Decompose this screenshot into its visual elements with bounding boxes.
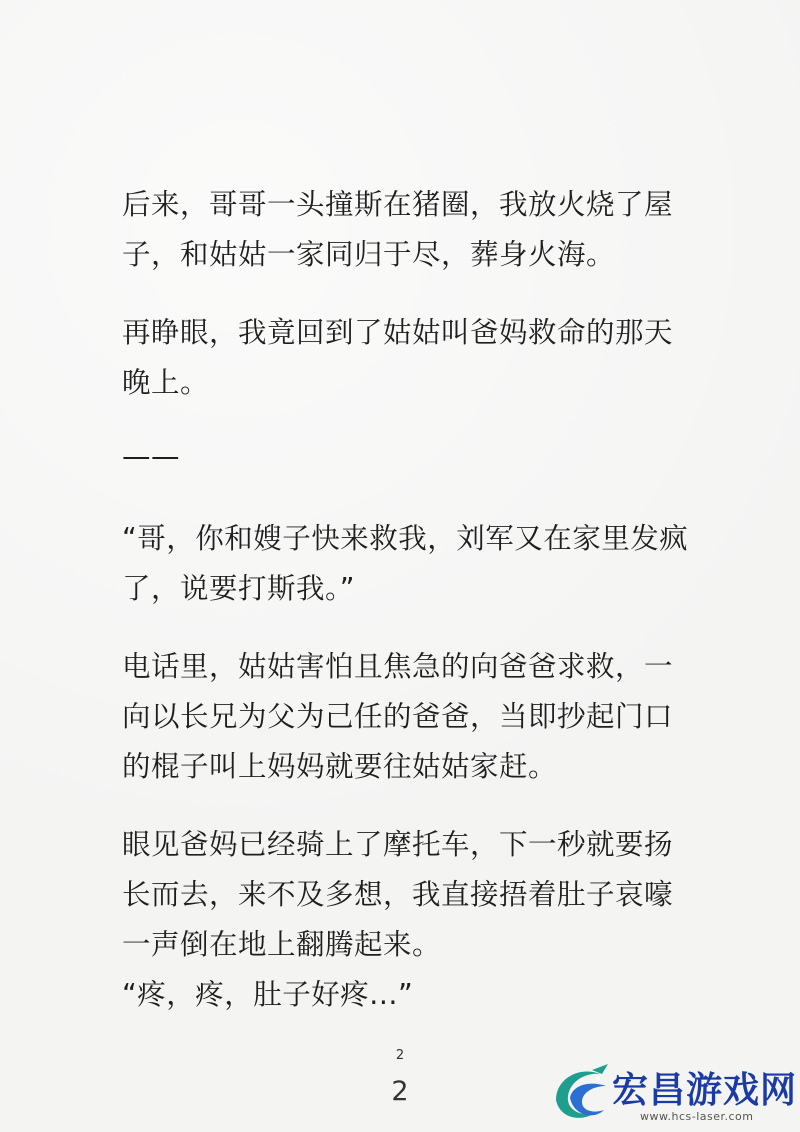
paragraph-5: 眼见爸妈已经骑上了摩托车，下一秒就要扬 长而去，来不及多想，我直接捂着肚子哀嚎 一声倒在地上翻腾起来。 xyxy=(122,828,674,961)
paragraph-3: “哥，你和嫂子快来救我，刘军又在家里发疯 了，说要打斯我。” xyxy=(122,522,689,605)
paragraph-4: 电话里，姑姑害怕且焦急的向爸爸求救，一 向以长兄为父为己任的爸爸，当即抄起门口 的棍子叫上妈妈就要往姑姑家赶。 xyxy=(122,650,674,783)
watermark-url: www.hcs-laser.com xyxy=(640,1110,754,1123)
watermark xyxy=(548,1058,796,1130)
paragraph-1: 后来，哥哥一头撞斯在猪圈，我放火烧了屋 子，和姑姑一家同归于尽，葬身火海。 xyxy=(122,188,674,271)
small-page-number: 2 xyxy=(395,1048,405,1063)
watermark-title: 宏昌游戏网 xyxy=(612,1070,798,1111)
paragraph-6: “疼，疼，肚子好疼...” xyxy=(122,978,414,1011)
paragraph-2: 再睁眼，我竟回到了姑姑叫爸妈救命的那天 晚上。 xyxy=(122,316,674,399)
page-number: 2 xyxy=(391,1076,409,1107)
section-break: —— xyxy=(122,440,180,473)
dragon-logo-icon xyxy=(548,1060,616,1126)
